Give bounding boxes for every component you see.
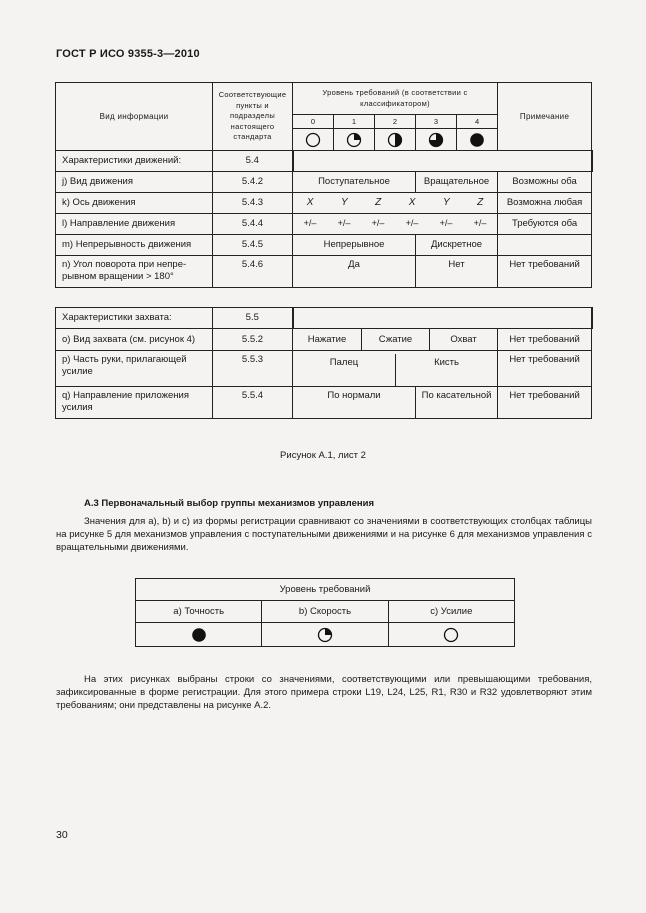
group-label-grip: Характеристики захвата: (56, 308, 213, 329)
group-label-motion: Характеристики движений: (56, 151, 213, 172)
table-row: j) Вид движения 5.4.2 Поступательное Вращательное Возможны оба (56, 172, 592, 193)
circle-empty-icon (305, 132, 321, 148)
direction-label: +/– (371, 218, 385, 229)
circle-half-icon (387, 132, 403, 148)
table-row: l) Направление движения 5.4.4 +/– +/– +/– +/– +/– +/– Требуются оба (56, 214, 592, 235)
req-table-title: Уровень требований (136, 579, 515, 601)
req-col-label: а) Точность (136, 601, 262, 623)
axis-label: X (408, 196, 416, 208)
circle-three-quarter-icon (428, 132, 444, 148)
axis-label: Z (375, 196, 382, 208)
circle-full-icon (469, 132, 485, 148)
section-title: А.3 Первоначальный выбор группы механизмов управления (84, 498, 374, 509)
direction-label: +/– (303, 218, 317, 229)
paragraph: Значения для а), b) и с) из формы регистрации сравнивают со значениями в соответствующих столбцах таблицы на рисунке 5 для механизмов управления с поступательными движениями и на рисунке 6 для механизмов управления с вращательными движениями. (56, 516, 592, 553)
axis-label: Y (442, 196, 450, 208)
circle-full-icon (191, 627, 207, 643)
axis-label: Y (340, 196, 348, 208)
direction-label: +/– (405, 218, 419, 229)
table-row: o) Вид захвата (см. рисунок 4) 5.5.2 Нажатие Сжатие Охват Нет требований (56, 329, 592, 351)
clause-value: 5.4 (213, 151, 293, 172)
level-number: 2 (375, 115, 416, 129)
requirement-level-table (135, 578, 515, 647)
table-row (56, 151, 592, 172)
direction-label: +/– (439, 218, 453, 229)
level-number: 4 (457, 115, 498, 129)
circle-empty-icon (443, 627, 459, 643)
table-row: p) Часть руки, прилагающей усилие 5.5.3 Палец Кисть Нет требований (56, 351, 592, 387)
circle-quarter-icon (317, 627, 333, 643)
table-row: n) Угол поворота при непрерывном вращении > 180° 5.4.6 Да Нет Нет требований (56, 256, 592, 288)
table-row: q) Направление приложения усилия 5.5.4 По нормали По касательной Нет требований (56, 387, 592, 419)
col-header-level: Уровень требований (в соответствии с классификатором) (293, 83, 498, 115)
axis-label: Z (477, 196, 484, 208)
col-header-note: Примечание (498, 83, 592, 151)
axis-label: X (306, 196, 314, 208)
requirements-form-table (55, 82, 593, 419)
paragraph: На этих рисунках выбраны строки со значениями, соответствующими или превышающими требования, зафиксированные в форме регистрации. Для этого примера строки L19, L24, L25, R1, R30 и R32 удовлетворяют этим требованиям; они представлены на рисунке А.2. (56, 674, 592, 711)
document-header: ГОСТ Р ИСО 9355-3—2010 (56, 48, 200, 60)
circle-quarter-icon (346, 132, 362, 148)
table-row: Характеристики захвата: 5.5 (56, 308, 592, 329)
level-number: 3 (416, 115, 457, 129)
level-number: 0 (293, 115, 334, 129)
req-col-label: b) Скорость (262, 601, 388, 623)
direction-label: +/– (337, 218, 351, 229)
col-header-clause: Соответствующие пункты и подразделы настоящего стандарта (213, 83, 293, 151)
direction-label: +/– (473, 218, 487, 229)
table-row: k) Ось движения 5.4.3 X Y Z X Y Z Возможна любая (56, 193, 592, 214)
page-number: 30 (56, 829, 68, 841)
req-col-label: с) Усилие (388, 601, 514, 623)
col-header-info: Вид информации (56, 83, 213, 151)
level-number: 1 (334, 115, 375, 129)
table-row: m) Непрерывность движения 5.4.5 Непрерывное Дискретное (56, 235, 592, 256)
table-header-row (56, 83, 592, 115)
figure-caption: Рисунок А.1, лист 2 (280, 450, 366, 461)
